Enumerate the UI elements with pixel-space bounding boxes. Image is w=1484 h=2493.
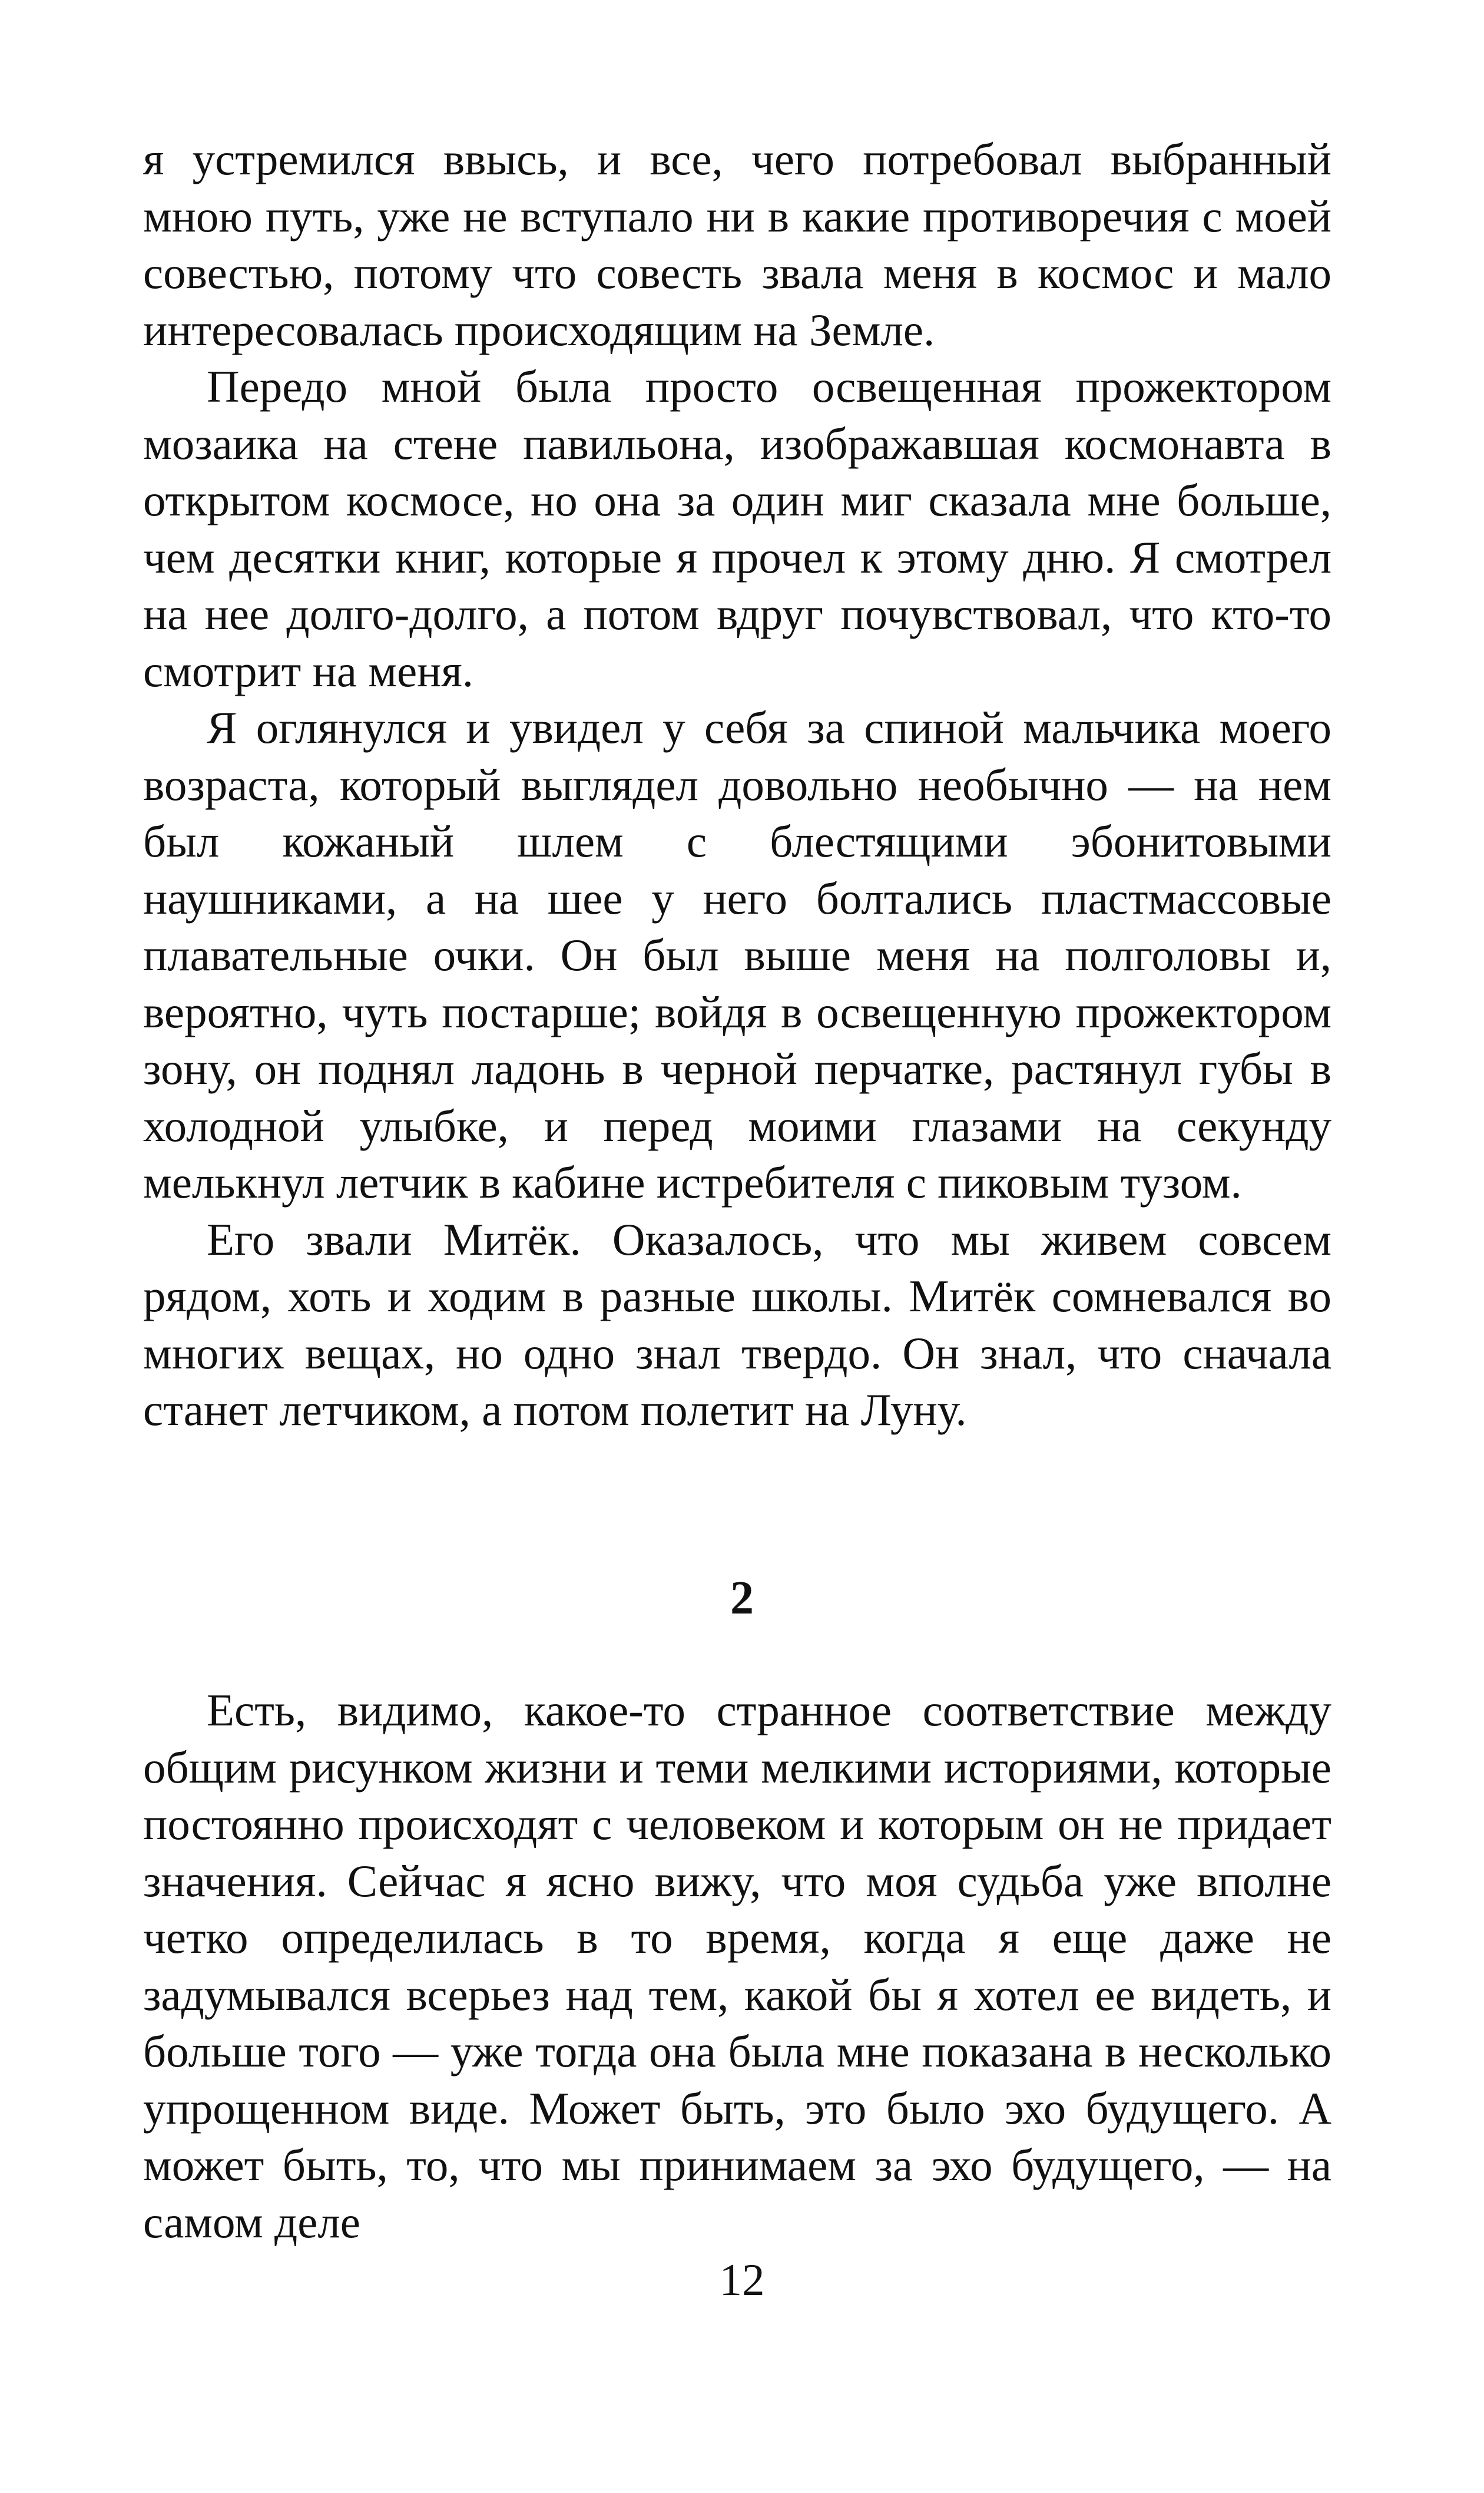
page-number: 12 — [719, 2254, 765, 2305]
paragraph-mosaic: Передо мной была просто освещенная прожектором мозаика на стене павильона, изображавшая космонавта в открытом космосе, но она за один миг сказала мне больше, чем десятки книг, которые я прочел к этому дню. Я смотрел на нее долго-долго, а потом вдруг почувствовал, что кто-то смотрит на меня. — [143, 361, 1331, 696]
paragraph-boy: Я оглянулся и увидел у себя за спиной мальчика моего возраста, который выглядел довольно необычно — на нем был кожаный шлем с блестящими эбонитовыми наушниками, а на шее у него болтались пластмассовые плавательные очки. Он был выше меня на полголовы и, вероятно, чуть постарше; войдя в освещенную прожектором зону, он поднял ладонь в черной перчатке, растянул губы в холодной улыбке, и перед моими глазами на секунду мелькнул летчик в кабине истребителя с пиковым тузом. — [143, 702, 1331, 1208]
paragraph-continuation: я устремился ввысь, и все, чего потребовал выбранный мною путь, уже не вступало ни в какие противоречия с моей совестью, потому что совесть звала меня в космос и мало интересовалась происходящим на Земле. — [143, 134, 1331, 355]
paragraph-mitek: Его звали Митёк. Оказалось, что мы живем совсем рядом, хоть и ходим в разные школы. Митёк сомневался во многих вещах, но одно знал твердо. Он знал, что сначала станет летчиком, а потом полетит на Луну. — [143, 1214, 1331, 1435]
paragraph-chapter-opening: Есть, видимо, какое-то странное соответствие между общим рисунком жизни и теми мелкими историями, которые постоянно происходят с человеком и которым он не придает значения. Сейчас я ясно вижу, что моя судьба уже вполне четко определилась в то время, когда я еще даже не задумывался всерьез над тем, какой бы я хотел ее видеть, и больше того — уже тогда она была мне показана в несколько упрощенном виде. Может быть, это было эхо будущего. А может быть, то, что мы принимаем за эхо будущего, — на самом деле — [143, 1685, 1331, 2247]
bottom-text-block — [143, 1682, 1331, 2250]
chapter-number: 2 — [730, 1572, 754, 1624]
top-text-block — [143, 131, 1331, 1439]
